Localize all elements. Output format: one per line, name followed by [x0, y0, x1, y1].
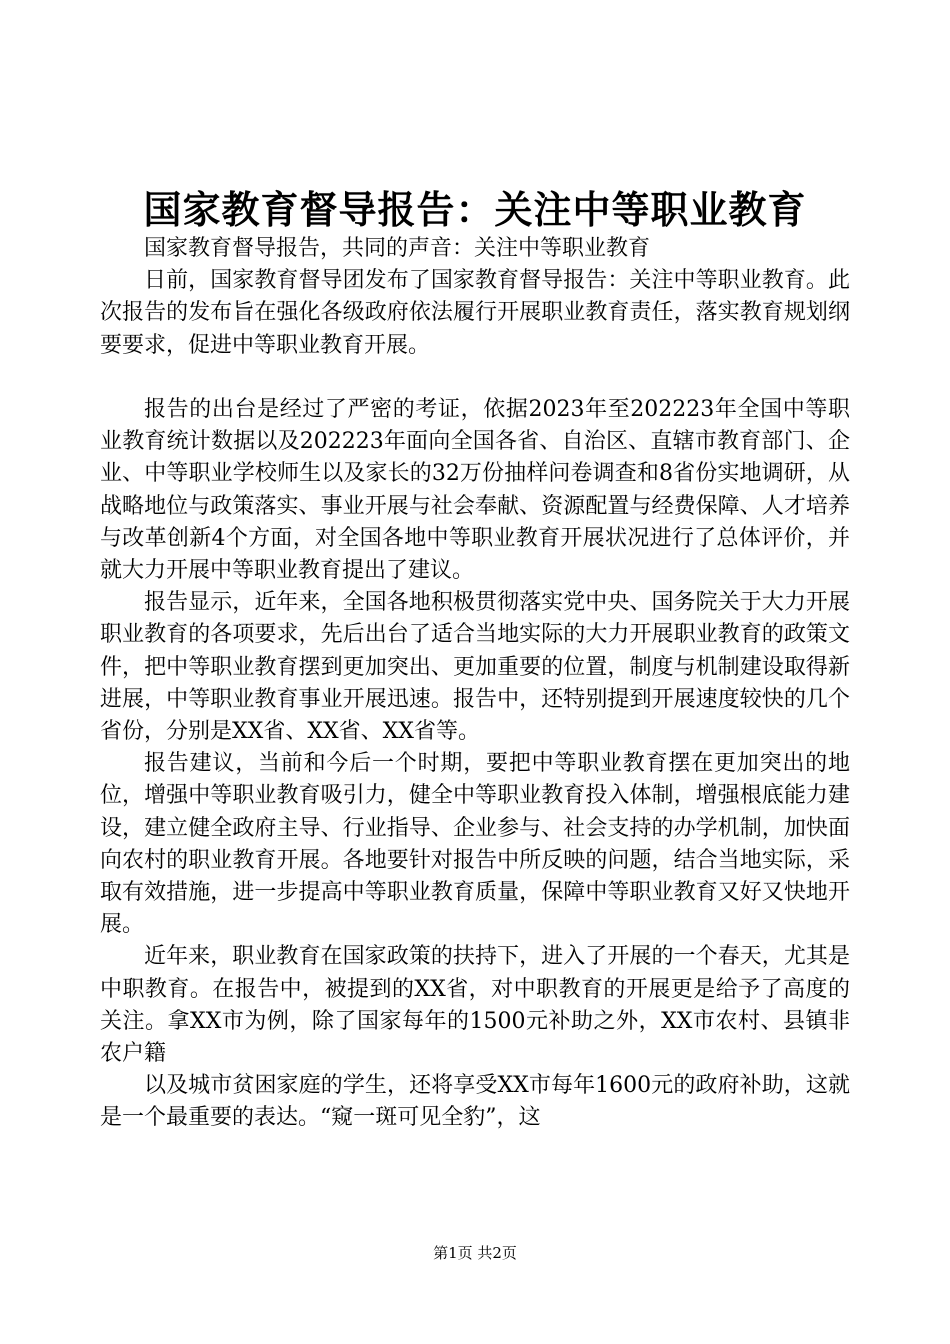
- document-body: [100, 233, 850, 1135]
- paragraph-recommendations: 报告建议，当前和今后一个时期，要把中等职业教育摆在更加突出的地位，增强中等职业教育吸引力，健全中等职业教育投入体制，增强根底能力建设，建立健全政府主导、行业指导、企业参与、社会支持的办学机制，加快面向农村的职业教育开展。各地要针对报告中所反映的问题，结合当地实际，采取有效措施，进一步提高中等职业教育质量，保障中等职业教育又好又快地开展。: [100, 751, 850, 938]
- paragraph-methodology: 报告的出台是经过了严密的考证，依据2023年至202223年全国中等职业教育统计数据以及202223年面向全国各省、自治区、直辖市教育部门、企业、中等职业学校师生以及家长的32万份抽样问卷调查和8省份实地调研，从战略地位与政策落实、事业开展与社会奉献、资源配置与经费保障、人才培养与改革创新4个方面，对全国各地中等职业教育开展状况进行了总体评价，并就大力开展中等职业教育提出了建议。: [100, 397, 850, 584]
- paragraph-recent-years: 近年来，职业教育在国家政策的扶持下，进入了开展的一个春天，尤其是中职教育。在报告中，被提到的XX省，对中职教育的开展更是给予了高度的关注。拿XX市为例，除了国家每年的1500元补助之外，XX市农村、县镇非农户籍: [100, 944, 850, 1067]
- document-title: 国家教育督导报告：关注中等职业教育: [143, 188, 807, 232]
- paragraph-findings: 报告显示，近年来，全国各地积极贯彻落实党中央、国务院关于大力开展职业教育的各项要求，先后出台了适合当地实际的大力开展职业教育的政策文件，把中等职业教育摆到更加突出、更加重要的位置，制度与机制建设取得新进展，中等职业教育事业开展迅速。报告中，还特别提到开展速度较快的几个省份，分别是XX省、XX省、XX省等。: [100, 590, 850, 745]
- paragraph-intro: 日前，国家教育督导团发布了国家教育督导报告：关注中等职业教育。此次报告的发布旨在强化各级政府依法履行开展职业教育责任，落实教育规划纲要要求，促进中等职业教育开展。: [100, 268, 850, 358]
- paragraph-subtitle: 国家教育督导报告，共同的声音：关注中等职业教育: [144, 236, 651, 261]
- blank-line: [100, 362, 850, 394]
- page-footer: 第1页 共2页: [433, 1244, 517, 1262]
- paragraph-subsidy: 以及城市贫困家庭的学生，还将享受XX市每年1600元的政府补助，这就是一个最重要的表达。“窥一斑可见全豹”，这: [100, 1073, 850, 1131]
